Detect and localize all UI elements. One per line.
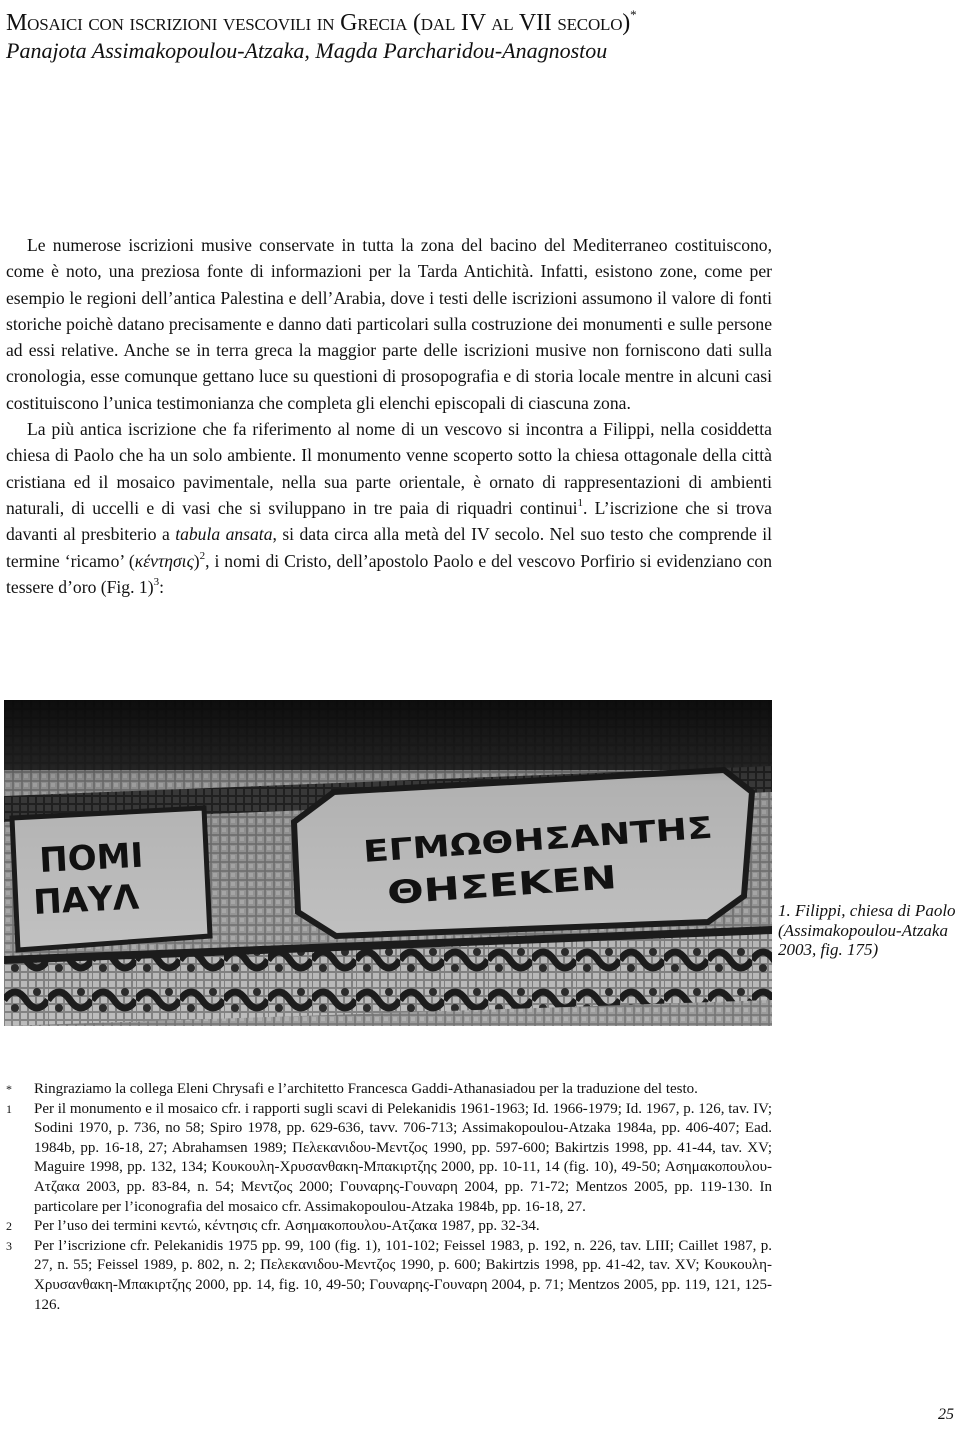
body-text <box>6 232 772 600</box>
article-title <box>6 2 946 38</box>
paragraph-1 <box>6 232 772 416</box>
footnote-text: Per l’uso dei termini κεντώ, κέντησις cfr. Ασημακοπουλου-Ατζακα 1987, pp. 32-34. <box>34 1218 540 1235</box>
figure-caption: 1. Filippi, chiesa di Paolo (Assimakopoulou-Atzaka 2003, fig. 175) <box>778 901 956 959</box>
footnote-3 <box>6 1237 772 1315</box>
footnotes <box>6 1080 772 1315</box>
footnote-ref-2[interactable]: 2 <box>199 549 206 562</box>
p2-greek-kentesis: κέντησις <box>134 550 194 571</box>
footnote-ref-3[interactable]: 3 <box>153 576 160 588</box>
footnote-mark: * <box>6 1082 12 1096</box>
p2-text-f: : <box>159 576 164 597</box>
article-title-text: Mosaici con iscrizioni vescovili in Grecia (dal IV al VII secolo) <box>6 10 631 36</box>
footnote-star <box>6 1080 772 1100</box>
footnote-ref-1[interactable]: 1 <box>577 497 584 510</box>
p2-text-b: . L’iscrizione che si trova davanti al presbiterio a <box>6 497 772 545</box>
p2-text-d: ) <box>193 550 200 571</box>
p2-italic-tabula-ansata: tabula ansata <box>175 524 273 545</box>
footnote-mark: 1 <box>6 1101 12 1116</box>
footnote-mark: 2 <box>6 1219 12 1234</box>
p2-text-e: , i nomi di Cristo, dell’apostolo Paolo e del vescovo Porfirio si evidenziano con tessere d’oro (Fig. 1) <box>6 550 772 597</box>
p2-text-c: , si data circa alla metà del IV secolo. Nel suo testo che comprende il termine ‘ricamo’ ( <box>6 524 772 571</box>
footnote-text: Ringraziamo la collega Eleni Chrysafi e l’architetto Francesca Gaddi-Athanasiadou per la traduzione del testo. <box>34 1081 698 1097</box>
footnote-mark: 3 <box>6 1238 12 1253</box>
title-footnote-mark[interactable]: * <box>630 7 637 22</box>
page-number: 25 <box>938 1406 954 1423</box>
p2-text-a: La più antica iscrizione che fa riferimento al nome di un vescovo si incontra a Filippi, nella cosiddetta chiesa di Paolo che ha un solo ambiente. Il monumento venne scoperto sotto la chiesa ottagonale della città cristiana ed il mosaico pavimentale, nella sua parte orientale, è ornato di rappresentazioni di ambienti naturali, di uccelli e di vasi che si sviluppano in tre paia di riquadri continui <box>6 419 772 518</box>
footnote-text: Per il monumento e il mosaico cfr. i rapporti sugli scavi di Pelekanidis 1961-1963; Id. 1966-1979; Id. 1967, p. 126, tav. IV; Sodini 1970, p. 736, no 58; Spiro 1978, pp. 629-636, tavv. 706-713; Assimakopoulou-Atzaka 1984a, pp. 406-407; Ead. 1984b, pp. 16-18, 27; Abrahamsen 1989; Πελεκανιδου-Μεντζος 1990, pp. 597-600; Bakirtzis 1998, pp. 41-44, tav. XV; Maguire 1998, pp. 132, 134; Κουκουλη-Χρυσανθακη-Μπακιρτζης 2000, pp. 10-11, 14 (fig. 10), 49-50; Ασημακοπουλου-Ατζακα 2003, pp. 83-84, n. 54; Μεντζος 2000; Γουναρης-Γουναρη 2004, pp. 71-72; Mentzos 2005, pp. 119-130. In particolare per l’iconografia del mosaico cfr. Assimakopoulou-Atzaka 1984b, pp. 16-18, 27. <box>34 1100 772 1215</box>
mosaic-photo <box>4 700 772 1026</box>
mosaic-photo-svg <box>4 700 772 1026</box>
paragraph-2 <box>6 416 772 600</box>
footnote-1 <box>6 1100 772 1218</box>
paragraph-1-text: Le numerose iscrizioni musive conservate in tutta la zona del bacino del Mediterraneo costituiscono, come è noto, una preziosa fonte di informazioni per la Tarda Antichità. Infatti, esistono zone, come per esempio le regioni dell’antica Palestina e dell’Arabia, dove i testi delle iscrizioni assumono il valore di fonti storiche poichè datano precisamente e danno dati particolari sulla costruzione dei monumenti e sulle persone ad essi relative. Anche se in terra greca la maggior parte delle iscrizioni musive non forniscono dati sulla cronologia, esse comunque gettano luce su questioni di prosopografia e di storia locale mentre in alcuni casi costituiscono l’unica testimonianza che completa gli elenchi episcopali di ciascuna zona. <box>6 235 772 413</box>
article-authors: Panajota Assimakopoulou-Atzaka, Magda Parcharidou-Anagnostou <box>6 38 608 63</box>
footnote-2 <box>6 1217 772 1237</box>
footnote-text: Per l’iscrizione cfr. Pelekanidis 1975 pp. 99, 100 (fig. 1), 101-102; Feissel 1983, p. 192, n. 226, tav. LIII; Caillet 1987, p. 27, n. 55; Feissel 1989, p. 802, n. 2; Πελεκανιδου-Μεντζος 1990, p. 600; Bakirtzis 1998, pp. 41-42, tav. XV; Κουκουλη-Χρυσανθακη-Μπακιρτζης 2000, pp. 14, fig. 10, 49-50; Γουναρης-Γουναρη 2004, p. 71; Mentzos 2005, pp. 119, 121, 125-126. <box>34 1237 772 1313</box>
